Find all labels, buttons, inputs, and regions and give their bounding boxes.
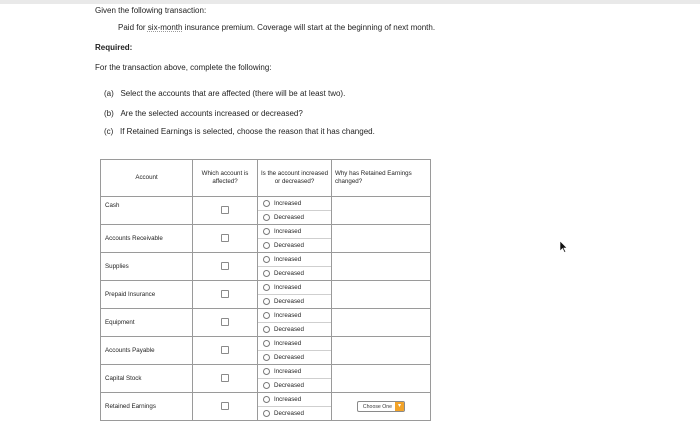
decreased-label: Decreased	[274, 214, 304, 221]
table-row	[101, 253, 431, 281]
increased-label: Increased	[274, 284, 302, 291]
why-cell	[332, 365, 431, 393]
account-name: Retained Earnings	[101, 393, 193, 421]
affected-cell	[193, 197, 258, 225]
change-cell	[258, 365, 332, 393]
item-label: (c)	[104, 127, 114, 136]
decreased-label: Decreased	[274, 242, 304, 249]
account-name: Prepaid Insurance	[101, 281, 193, 309]
increased-radio[interactable]	[263, 228, 270, 235]
account-name: Accounts Payable	[101, 337, 193, 365]
affected-checkbox[interactable]	[221, 318, 229, 326]
table-row	[101, 337, 431, 365]
increased-label: Increased	[274, 228, 302, 235]
account-name: Cash	[101, 197, 193, 225]
decreased-option[interactable]	[258, 350, 331, 364]
why-cell	[332, 253, 431, 281]
instructions-text: For the transaction above, complete the following:	[95, 63, 272, 72]
change-cell	[258, 281, 332, 309]
increased-option[interactable]	[258, 253, 331, 266]
affected-checkbox[interactable]	[221, 234, 229, 242]
increased-option[interactable]	[258, 197, 331, 210]
why-cell	[332, 337, 431, 365]
account-name: Supplies	[101, 253, 193, 281]
decreased-radio[interactable]	[263, 354, 270, 361]
increased-radio[interactable]	[263, 284, 270, 291]
why-cell	[332, 393, 431, 421]
account-name: Accounts Receivable	[101, 225, 193, 253]
transaction-prefix: Paid for	[118, 23, 148, 32]
decreased-label: Decreased	[274, 354, 304, 361]
accounts-table	[100, 159, 431, 421]
table-row	[101, 309, 431, 337]
decreased-label: Decreased	[274, 410, 304, 417]
table-row	[101, 225, 431, 253]
table-row	[101, 197, 431, 225]
affected-checkbox[interactable]	[221, 346, 229, 354]
increased-option[interactable]	[258, 393, 331, 406]
account-name: Capital Stock	[101, 365, 193, 393]
required-heading: Required:	[95, 43, 133, 52]
change-cell	[258, 197, 332, 225]
why-cell	[332, 281, 431, 309]
decreased-radio[interactable]	[263, 242, 270, 249]
increased-option[interactable]	[258, 281, 331, 294]
header-change: Is the account increased or decreased?	[258, 160, 332, 197]
affected-cell	[193, 393, 258, 421]
change-cell	[258, 337, 332, 365]
item-c	[104, 127, 375, 136]
increased-option[interactable]	[258, 225, 331, 238]
why-cell	[332, 309, 431, 337]
increased-label: Increased	[274, 340, 302, 347]
affected-checkbox[interactable]	[221, 290, 229, 298]
decreased-option[interactable]	[258, 322, 331, 336]
item-a	[104, 89, 345, 98]
decreased-radio[interactable]	[263, 270, 270, 277]
item-label: (a)	[104, 89, 114, 98]
decreased-radio[interactable]	[263, 410, 270, 417]
increased-radio[interactable]	[263, 396, 270, 403]
decreased-option[interactable]	[258, 294, 331, 308]
decreased-label: Decreased	[274, 326, 304, 333]
decreased-label: Decreased	[274, 270, 304, 277]
affected-checkbox[interactable]	[221, 262, 229, 270]
affected-cell	[193, 253, 258, 281]
chevron-down-icon[interactable]: ▾	[395, 402, 404, 411]
increased-label: Increased	[274, 396, 302, 403]
affected-checkbox[interactable]	[221, 402, 229, 410]
item-text: Are the selected accounts increased or decreased?	[120, 109, 303, 118]
decreased-label: Decreased	[274, 382, 304, 389]
increased-radio[interactable]	[263, 340, 270, 347]
change-cell	[258, 309, 332, 337]
table-row	[101, 281, 431, 309]
affected-cell	[193, 365, 258, 393]
increased-label: Increased	[274, 312, 302, 319]
affected-cell	[193, 225, 258, 253]
decreased-option[interactable]	[258, 238, 331, 252]
change-cell	[258, 393, 332, 421]
affected-checkbox[interactable]	[221, 206, 229, 214]
decreased-radio[interactable]	[263, 326, 270, 333]
change-cell	[258, 253, 332, 281]
increased-radio[interactable]	[263, 256, 270, 263]
header-why: Why has Retained Earnings changed?	[332, 160, 431, 197]
increased-radio[interactable]	[263, 200, 270, 207]
affected-checkbox[interactable]	[221, 374, 229, 382]
transaction-term: six-month	[147, 23, 183, 32]
header-account: Account	[101, 160, 193, 197]
why-cell	[332, 225, 431, 253]
decreased-option[interactable]	[258, 406, 331, 420]
reason-dropdown[interactable]	[357, 401, 405, 412]
increased-label: Increased	[274, 200, 302, 207]
transaction-text	[118, 23, 435, 32]
decreased-radio[interactable]	[263, 382, 270, 389]
increased-option[interactable]	[258, 365, 331, 378]
choose-wrap	[332, 401, 430, 412]
affected-cell	[193, 281, 258, 309]
affected-cell	[193, 309, 258, 337]
top-strip	[0, 0, 700, 4]
increased-option[interactable]	[258, 337, 331, 350]
table-row	[101, 365, 431, 393]
header-which: Which account is affected?	[193, 160, 258, 197]
item-text: Select the accounts that are affected (there will be at least two).	[120, 89, 346, 98]
increased-label: Increased	[274, 368, 302, 375]
change-cell	[258, 225, 332, 253]
decreased-option[interactable]	[258, 378, 331, 392]
reason-dropdown-label: Choose One	[362, 403, 393, 410]
transaction-suffix: insurance premium. Coverage will start at the beginning of next month.	[182, 23, 436, 32]
item-text: If Retained Earnings is selected, choose the reason that it has changed.	[120, 127, 375, 136]
item-label: (b)	[104, 109, 114, 118]
increased-radio[interactable]	[263, 312, 270, 319]
mouse-cursor-icon	[560, 241, 568, 253]
given-heading: Given the following transaction:	[95, 6, 207, 15]
increased-option[interactable]	[258, 309, 331, 322]
decreased-radio[interactable]	[263, 298, 270, 305]
affected-cell	[193, 337, 258, 365]
decreased-option[interactable]	[258, 210, 331, 224]
decreased-option[interactable]	[258, 266, 331, 280]
decreased-label: Decreased	[274, 298, 304, 305]
table-row	[101, 393, 431, 421]
increased-radio[interactable]	[263, 368, 270, 375]
increased-label: Increased	[274, 256, 302, 263]
account-name: Equipment	[101, 309, 193, 337]
why-cell	[332, 197, 431, 225]
decreased-radio[interactable]	[263, 214, 270, 221]
item-b	[104, 109, 303, 118]
